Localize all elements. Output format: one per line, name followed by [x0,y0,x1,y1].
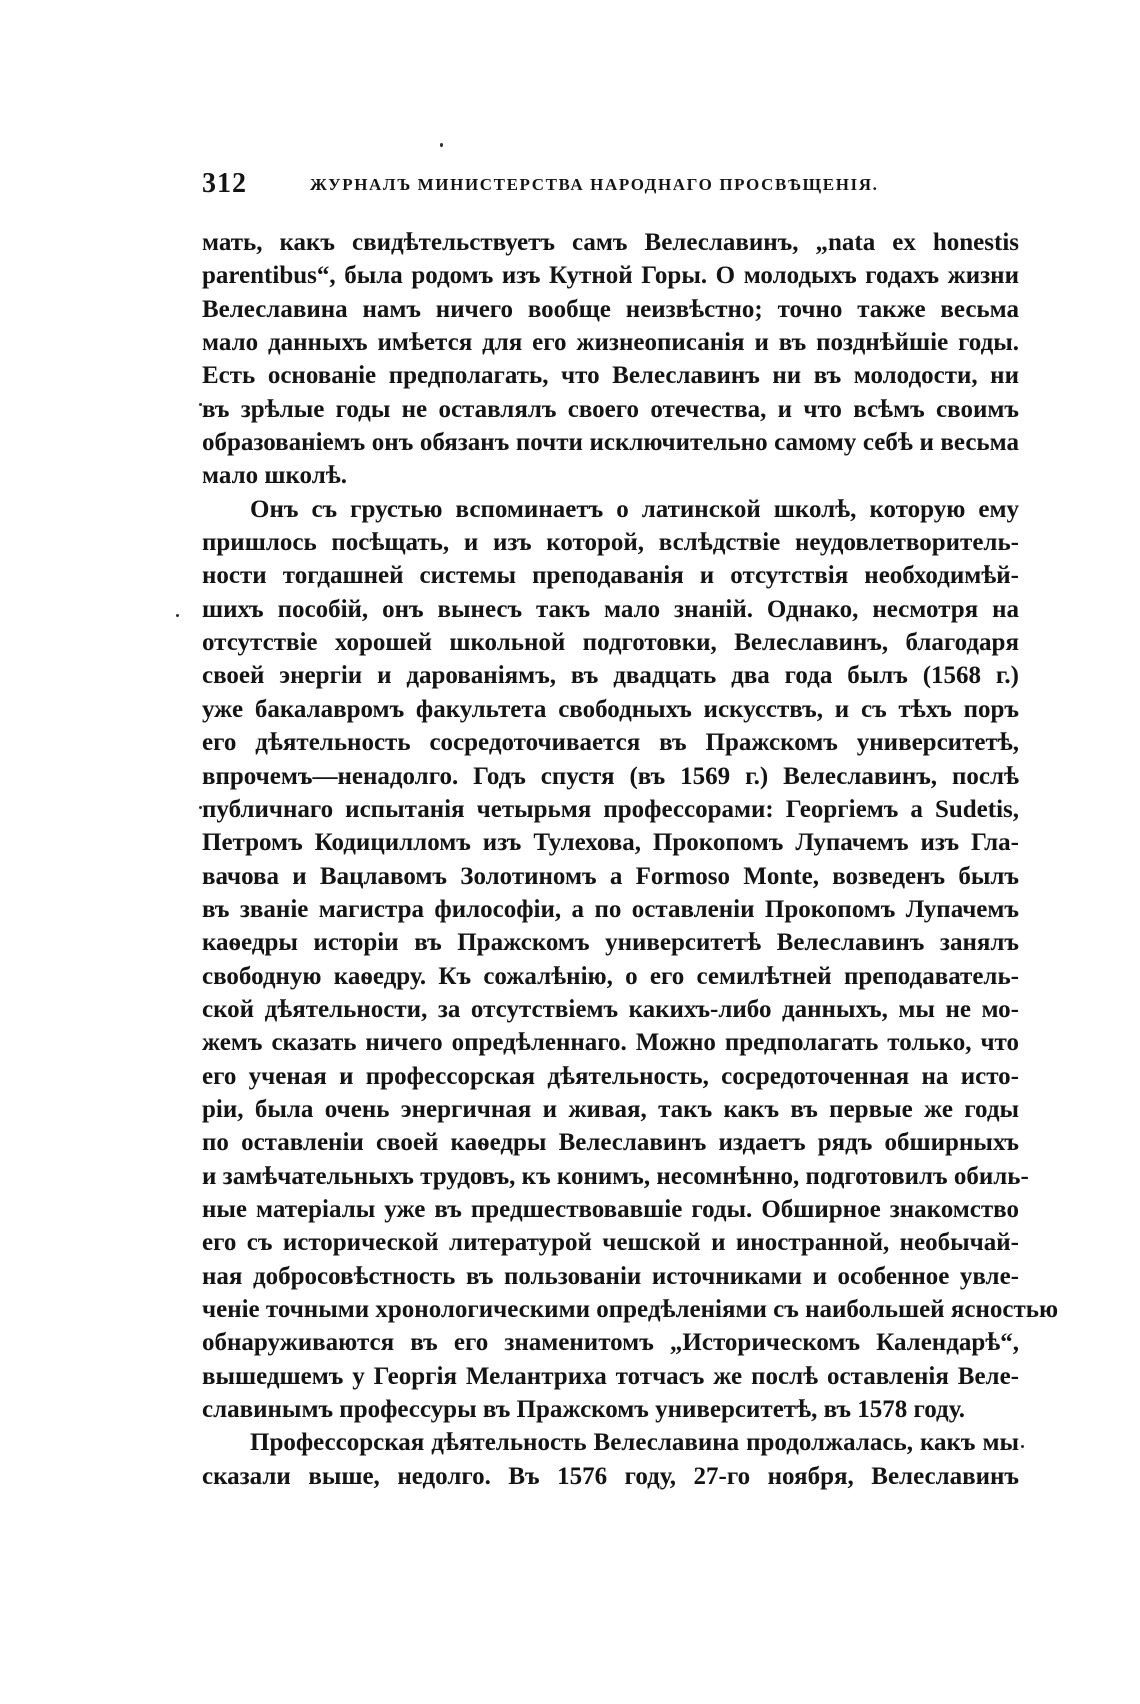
text-line: Велеславина намъ ничего вообще неизвѣстно; точно также весьма [202,295,1019,323]
text-line: вачова и Вацлавомъ Золотиномъ a Formoso Monte, возведенъ былъ [202,862,1019,890]
text-line: публичнаго испытанія четырьмя профессорами: Георгіемъ a Sudetis, [202,795,1019,823]
text-line: Онъ съ грустью вспоминаетъ о латинской школѣ, которую ему [250,495,1019,523]
scan-speck [176,614,179,617]
text-line: ности тогдашней системы преподаванія и отсутствія необходимѣй- [202,562,1019,590]
text-line: отсутствіе хорошей школьной подготовки, Велеславинъ, благодаря [202,629,1019,657]
text-line: parentibus“, была родомъ изъ Кутной Горы. О молодыхъ годахъ жизни [202,262,1019,290]
text-line: ченіе точными хронологическими опредѣленіями съ наибольшей ясностью [202,1296,1059,1323]
text-line: ріи, была очень энергичная и живая, такъ какъ въ первые же годы [202,1095,1019,1123]
text-line: шихъ пособій, онъ вынесъ такъ мало знаній. Однако, несмотря на [202,595,1019,623]
text-line: мать, какъ свидѣтельствуетъ самъ Велеславинъ, „nata ex honestis [202,229,1019,256]
scan-speck [1021,1445,1024,1448]
text-line: его съ исторической литературой чешской и иностранной, необычай- [202,1229,1019,1257]
text-line: впрочемъ—ненадолго. Годъ спустя (въ 1569 г.) Велеславинъ, послѣ [202,762,1019,790]
text-line: своей энергіи и дарованіямъ, въ двадцать два года былъ (1568 г.) [202,662,1019,690]
text-line: ная добросовѣстность въ пользованіи источниками и особенное увле- [202,1262,1019,1290]
body-text [202,226,1059,1493]
text-line: и замѣчательныхъ трудовъ, къ конимъ, несомнѣнно, подготовилъ обиль- [202,1162,1029,1190]
text-line: жемъ сказать ничего опредѣленнаго. Можно предполагать только, что [202,1029,1019,1057]
text-line: ской дѣятельности, за отсутствіемъ какихъ-либо данныхъ, мы не мо- [202,995,1019,1023]
text-line: ные матеріалы уже въ предшествовавшіе годы. Обширное знакомство [202,1195,1019,1223]
scan-speck [440,143,443,147]
text-line: мало данныхъ имѣется для его жизнеописанія и въ позднѣйшіе годы. [202,329,1019,357]
text-line: Петромъ Кодицилломъ изъ Тулехова, Прокопомъ Лупачемъ изъ Гла- [202,829,1019,857]
text-line: пришлось посѣщать, и изъ которой, вслѣдствіе неудовлетворитель- [202,529,1019,557]
text-line: свободную каѳедру. Къ сожалѣнію, о его семилѣтней преподаватель- [202,962,1019,990]
text-line: славинымъ профессуры въ Пражскомъ университетѣ, въ 1578 году. [202,1396,965,1424]
text-line: уже бакалавромъ факультета свободныхъ искусствъ, и съ тѣхъ поръ [202,695,1019,723]
paragraph-2 [202,493,1059,1427]
text-line: его ученая и профессорская дѣятельность, сосредоточенная на исто- [202,1062,1019,1090]
running-title: ЖУРНАЛЪ МИНИСТЕРСТВА НАРОДНАГО ПРОСВѢЩЕНІЯ. [310,175,879,194]
text-line: мало школѣ. [202,462,347,490]
text-line: обнаруживаются въ его знаменитомъ „Историческомъ Календарѣ“, [202,1329,1019,1357]
paragraph-1 [202,226,1019,493]
scan-speck [199,403,202,406]
text-line: вышедшемъ у Георгія Мелантриха тотчасъ же послѣ оставленія Веле- [202,1362,1019,1390]
page-header [202,168,1022,208]
text-line: въ зрѣлые годы не оставлялъ своего отечества, и что всѣмъ своимъ [202,395,1019,423]
text-line: Есть основаніе предполагать, что Велеславинъ ни въ молодости, ни [202,362,1019,390]
text-line: по оставленіи своей каѳедры Велеславинъ издаетъ рядъ обширныхъ [202,1129,1019,1157]
text-line: въ званіе магистра философіи, а по оставленіи Прокопомъ Лупачемъ [202,895,1019,923]
text-line: образованіемъ онъ обязанъ почти исключительно самому себѣ и весьма [202,429,1019,457]
text-line: каѳедры исторіи въ Пражскомъ университетѣ Велеславинъ занялъ [202,929,1019,957]
scan-speck [199,806,202,809]
text-line: его дѣятельность сосредоточивается въ Пражскомъ университетѣ, [202,729,1019,757]
text-line: Профессорская дѣятельность Велеславина продолжалась, какъ мы [250,1429,1019,1457]
page-number: 312 [202,168,247,199]
text-line: сказали выше, недолго. Въ 1576 году, 27-го ноября, Велеславинъ [202,1462,1019,1490]
paragraph-3 [202,1426,1019,1493]
